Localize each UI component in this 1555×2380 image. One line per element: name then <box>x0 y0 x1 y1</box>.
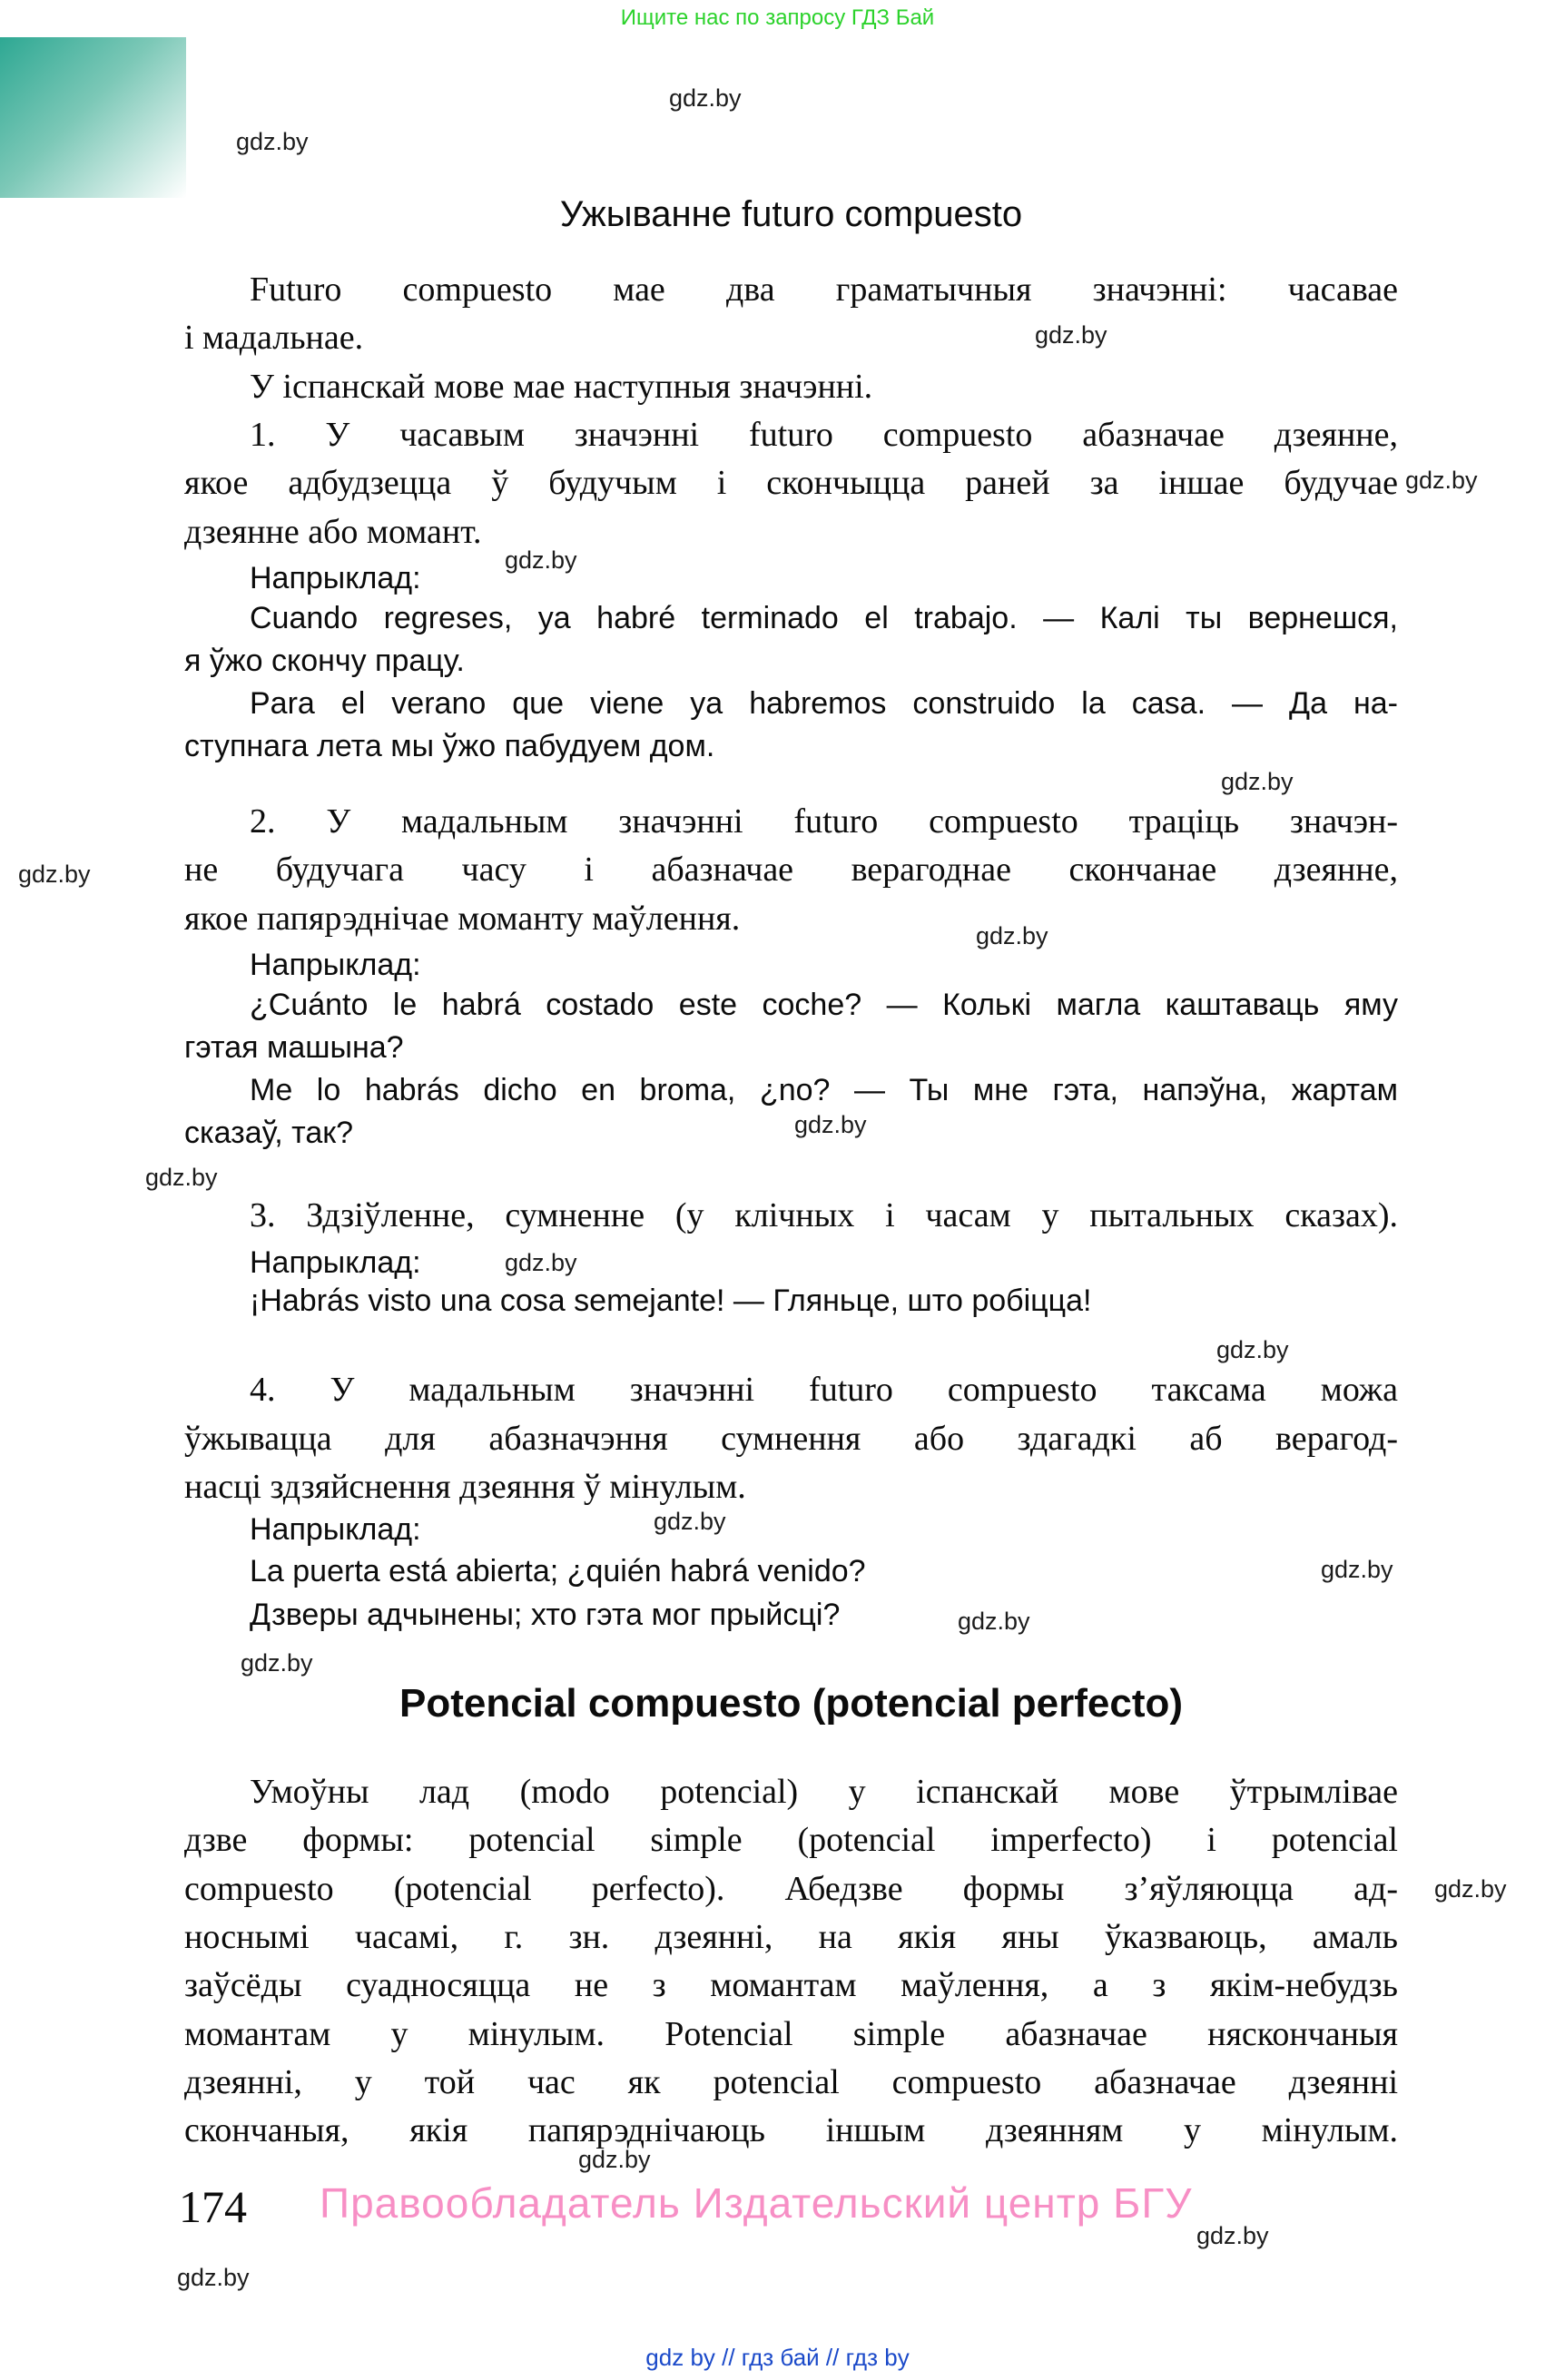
watermark-gdzby: gdz.by <box>669 84 742 112</box>
watermark-gdzby: gdz.by <box>1434 1875 1507 1903</box>
text-line: Умоўны лад (modo potencial) у іспанскай мове ўтрымлівае <box>250 1773 1398 1811</box>
text-line: Дзверы адчынены; хто гэта мог прыйсці? <box>250 1598 841 1632</box>
text-line: Cuando regreses, ya habré terminado el trabajo. — Калі ты вернешся, <box>250 601 1398 635</box>
text-line: я ўжо скончу працу. <box>184 644 465 678</box>
text-line: 1. У часавым значэнні futuro compuesto абазначае дзеянне, <box>250 416 1398 454</box>
watermark-gdzby: gdz.by <box>177 2264 250 2291</box>
text-line: Futuro compuesto мае два граматычныя значэнні: часавае <box>250 270 1398 309</box>
text-line: Напрыклад: <box>250 1512 421 1547</box>
watermark-gdzby: gdz.by <box>976 922 1048 949</box>
text-line: сказаў, так? <box>184 1116 354 1150</box>
footer-site-links[interactable]: gdz by // гдз бай // гдз by <box>645 2344 910 2371</box>
text-line: Para el verano que viene ya habremos construido la casa. — Да на- <box>250 686 1398 721</box>
text-line: заўсёды суадносяцца не з момантам маўлення, а з якім-небудзь <box>184 1966 1398 2004</box>
text-line: момантам у мінулым. Potencial simple абазначае няскончаныя <box>184 2015 1398 2053</box>
text-line: compuesto (potencial perfecto). Абедзве формы з’яўляюцца ад- <box>184 1870 1398 1908</box>
watermark-gdzby: gdz.by <box>578 2146 651 2173</box>
text-line: дзве формы: potencial simple (potencial imperfecto) і potencial <box>184 1821 1398 1859</box>
text-line: гэтая машына? <box>184 1030 404 1065</box>
watermark-gdzby: gdz.by <box>18 861 91 888</box>
teal-gradient-block <box>0 37 186 198</box>
text-line: не будучага часу і абазначае верагоднае скончанае дзеянне, <box>184 851 1398 889</box>
page-number: 174 <box>179 2181 247 2232</box>
watermark-gdzby: gdz.by <box>241 1649 313 1677</box>
text-line: Напрыклад: <box>250 1245 421 1280</box>
watermark-gdzby: gdz.by <box>1405 467 1478 494</box>
text-line: дзеянне або момант. <box>184 513 482 551</box>
watermark-gdzby: gdz.by <box>1196 2222 1269 2249</box>
promo-header-text: Ищите нас по запросу ГДЗ Бай <box>620 5 935 30</box>
text-line: якое адбудзецца ў будучым і скончыцца раней за іншае будучае <box>184 464 1398 502</box>
text-line: 4. У мадальным значэнні futuro compuesto таксама можа <box>250 1371 1398 1409</box>
text-line: 2. У мадальным значэнні futuro compuesto траціць значэн- <box>250 802 1398 841</box>
page-title: Ужыванне futuro compuesto <box>559 194 1023 234</box>
text-line: Напрыклад: <box>250 948 421 982</box>
section-heading: Potencial compuesto (potencial perfecto) <box>399 1681 1184 1726</box>
watermark-gdzby: gdz.by <box>1216 1336 1289 1363</box>
watermark-gdzby: gdz.by <box>1321 1556 1393 1583</box>
text-line: якое папярэднічае моманту маўлення. <box>184 900 741 938</box>
text-line: насці здзяйснення дзеяння ў мінулым. <box>184 1468 746 1506</box>
text-line: і мадальнае. <box>184 319 364 357</box>
copyright-text: Правообладатель Издательский центр БГУ <box>320 2179 1193 2227</box>
watermark-gdzby: gdz.by <box>505 546 577 574</box>
watermark-gdzby: gdz.by <box>505 1249 577 1276</box>
text-line: La puerta está abierta; ¿quién habrá venido? <box>250 1554 866 1588</box>
text-line: ўжывацца для абазначэння сумнення або здагадкі аб верагод- <box>184 1420 1398 1458</box>
watermark-gdzby: gdz.by <box>958 1608 1030 1635</box>
watermark-gdzby: gdz.by <box>236 128 309 155</box>
watermark-gdzby: gdz.by <box>1221 768 1294 795</box>
text-line: скончаныя, якія папярэднічаюць іншым дзеянням у мінулым. <box>184 2111 1398 2149</box>
text-line: 3. Здзіўленне, сумненне (у клічных і часам у пытальных сказах). <box>250 1196 1398 1234</box>
text-line: У іспанскай мове мае наступныя значэнні. <box>250 368 873 406</box>
text-line: носнымі часамі, г. зн. дзеянні, на якія яны ўказваюць, амаль <box>184 1918 1398 1956</box>
text-line: Напрыклад: <box>250 561 421 595</box>
text-line: ¿Cuánto le habrá costado este coche? — Колькі магла каштаваць яму <box>250 988 1398 1022</box>
text-line: Me lo habrás dicho en broma, ¿no? — Ты мне гэта, напэўна, жартам <box>250 1073 1398 1107</box>
watermark-gdzby: gdz.by <box>654 1508 726 1535</box>
watermark-gdzby: gdz.by <box>145 1164 218 1191</box>
text-line: дзеянні, у той час як potencial compuesto абазначае дзеянні <box>184 2063 1398 2101</box>
watermark-gdzby: gdz.by <box>794 1111 867 1138</box>
text-line: ¡Habrás visto una cosa semejante! — Гляньце, што робіцца! <box>250 1283 1092 1318</box>
watermark-gdzby: gdz.by <box>1035 321 1107 349</box>
text-line: ступнага лета мы ўжо пабудуем дом. <box>184 729 715 763</box>
